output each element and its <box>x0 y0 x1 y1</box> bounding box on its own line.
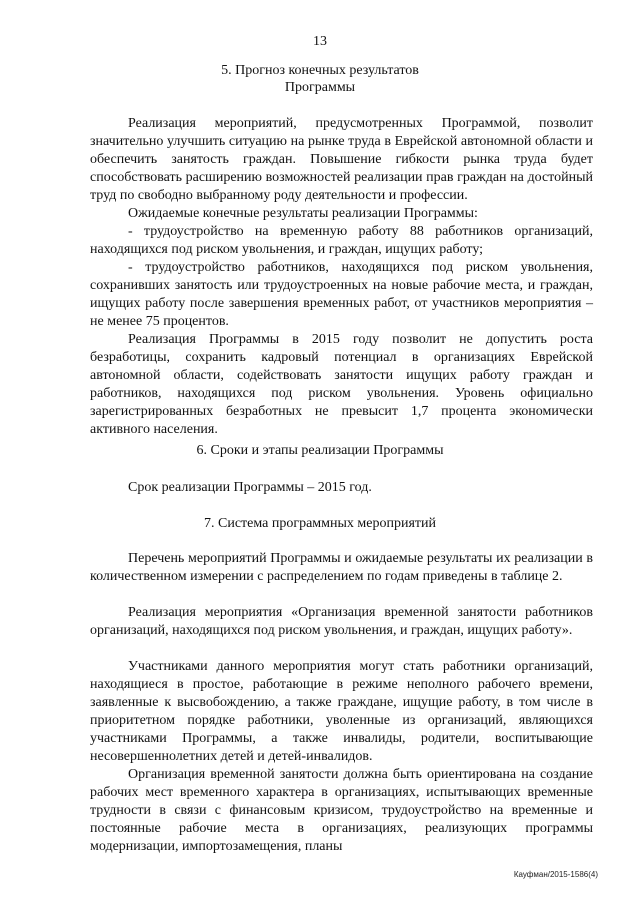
section-5-bullet-1: - трудоустройство на временную работу 88 работников организаций, находящихся под риском увольнения, и граждан, ищущих работу; <box>90 224 593 257</box>
section-7-paragraph-4: Организация временной занятости должна быть ориентирована на создание рабочих мест временного характера в организациях, испытывающих временные трудности в связи с финансовым кризисом, трудоустройство на временные и постоянные рабочие места в организациях, реализующих программы модернизации, импортозамещения, планы <box>90 767 593 854</box>
section-7-paragraph-2: Реализация мероприятия «Организация временной занятости работников организаций, находящихся под риском увольнения, и граждан, ищущих работу». <box>90 605 593 638</box>
section-5-title-line2: Программы <box>284 80 356 95</box>
section-5-title-line1: 5. Прогноз конечных результатов <box>221 63 419 78</box>
page-number: 13 <box>313 34 327 49</box>
section-5-paragraph-2: Ожидаемые конечные результаты реализации Программы: <box>128 206 478 221</box>
section-7-paragraph-3: Участниками данного мероприятия могут стать работники организаций, находящиеся в простое, работающие в режиме неполного рабочего времени, заявленные к высвобождению, а также граждане, ищущие работу, в том числе в приоритетном порядке работники, уволенные из организаций, являющихся участниками Программы, а также инвалиды, родители, воспитывающие несовершеннолетних детей и детей-инвалидов. <box>90 659 593 764</box>
section-6-paragraph: Срок реализации Программы – 2015 год. <box>128 480 372 495</box>
document-reference-code: Кауфман/2015-1586(4) <box>513 870 598 879</box>
section-6-heading <box>0 442 640 459</box>
section-5-paragraph-3: Реализация Программы в 2015 году позволит не допустить роста безработицы, сохранить кадровый потенциал в организациях Еврейской автономной области, содействовать занятости ищущих работу граждан и работников, находящихся под риском увольнения. Уровень официально зарегистрированных безработных не превысит 1,7 процента экономически активного населения. <box>90 332 593 437</box>
section-5-bullet-2: - трудоустройство работников, находящихся под риском увольнения, сохранивших занятость или трудоустроенных на новые рабочие места, и граждан, ищущих работу после завершения временных работ, от участников мероприятия – не менее 75 процентов. <box>90 260 593 329</box>
section-7-heading <box>0 515 640 532</box>
section-5-heading <box>0 62 640 96</box>
section-7-title: 7. Система программных мероприятий <box>203 516 437 531</box>
section-6-title: 6. Сроки и этапы реализации Программы <box>196 443 444 458</box>
section-5-paragraph-1: Реализация мероприятий, предусмотренных Программой, позволит значительно улучшить ситуацию на рынке труда в Еврейской автономной области и обеспечить занятость граждан. Повышение гибкости рынка труда будет способствовать расширению возможностей реализации прав граждан на достойный труд по свободно выбранному роду деятельности и профессии. <box>90 116 593 203</box>
section-7-paragraph-1: Перечень мероприятий Программы и ожидаемые результаты их реализации в количественном измерении с распределением по годам приведены в таблице 2. <box>90 551 593 584</box>
